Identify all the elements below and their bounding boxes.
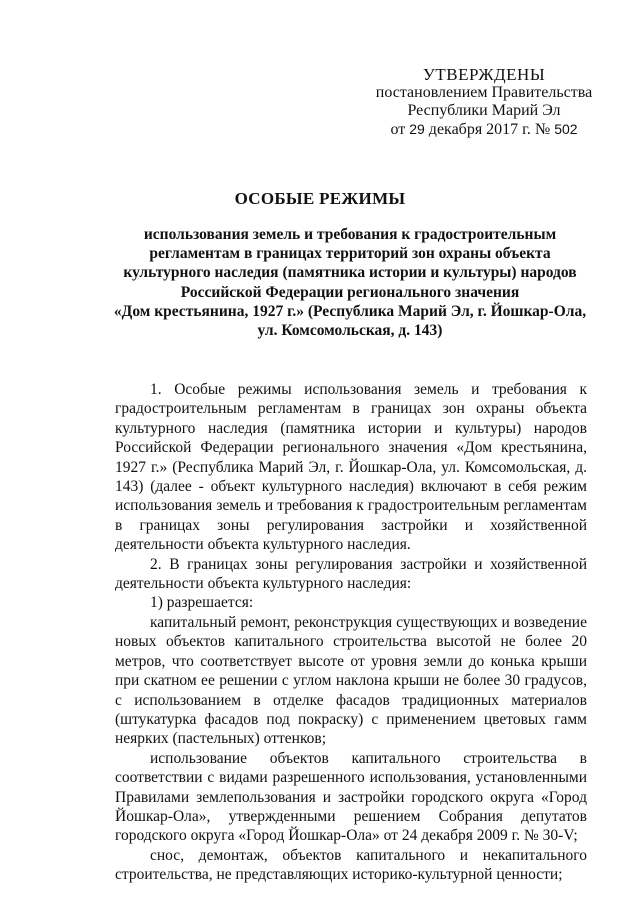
subtitle-line: регламентам в границах территорий зон охраны объекта bbox=[149, 245, 551, 263]
approval-number: 502 bbox=[554, 121, 578, 137]
subtitle-line: ул. Комсомольская, д. 143) bbox=[257, 322, 443, 340]
subtitle-line: Российской Федерации регионального значения bbox=[180, 283, 520, 301]
subtitle-line: «Дом крестьянина, 1927 г.» (Республика Марий Эл, г. Йошкар-Ола, bbox=[113, 302, 587, 320]
approval-day: 29 bbox=[409, 121, 425, 137]
approval-date-rest: декабря 2017 г. bbox=[428, 121, 531, 138]
paragraph-permitted-2: использование объектов капитального строительства в соответствии с видами разрешенного использования, установленными Правилами землепользования и застройки городского округа «Город Йошкар-Ола», утвержденными решением Собрания депутатов городского округа «Город Йошкар-Ола» от 24 декабря 2009 г. № 30-V; bbox=[115, 749, 587, 845]
approval-from: от bbox=[390, 121, 406, 138]
paragraph-permitted-1: капитальный ремонт, реконструкция существующих и возведение новых объектов капитального строительства высотой не более 20 метров, что соответствует высоте от уровня земли до конька крыши при скатном ее решении с углом наклона крыши не более 30 градусов, с использованием в отделке фасадов традиционных материалов (штукатурка фасадов под покраску) с применением цветовых гамм неярких (пастельных) оттенков; bbox=[115, 613, 587, 748]
paragraph-1: 1. Особые режимы использования земель и требования к градостроительным регламентам в границах зон охраны объекта культурного наследия (памятника истории и культуры) народов Российской Федерации регионального значения «Дом крестьянина, 1927 г.» (Республика Марий Эл, г. Йошкар-Ола, ул. Комсомольская, д. 143) (далее - объект культурного наследия) включают в себя режим использования земель и требования к градостроительным регламентам в границах зоны регулирования застройки и хозяйственной деятельности объекта культурного наследия. bbox=[115, 381, 587, 554]
approval-number-sign: № bbox=[534, 121, 551, 138]
paragraph-2: 2. В границах зоны регулирования застройки и хозяйственной деятельности объекта культурного наследия: bbox=[115, 555, 587, 593]
paragraph-permitted-3: снос, демонтаж, объектов капитального и некапитального строительства, не представляющих историко-культурной ценности; bbox=[115, 846, 587, 884]
document-subtitle bbox=[100, 225, 600, 340]
approval-stamp bbox=[374, 66, 594, 139]
approval-line-3: Республики Марий Эл bbox=[407, 102, 561, 119]
approval-line-2: постановлением Правительства bbox=[375, 84, 593, 101]
paragraph-2-item-1: 1) разрешается: bbox=[150, 594, 254, 612]
document-body bbox=[115, 380, 587, 885]
approval-heading: УТВЕРЖДЕНЫ bbox=[422, 65, 546, 84]
subtitle-line: культурного наследия (памятника истории и культуры) народов bbox=[123, 264, 577, 282]
document-title: ОСОБЫЕ РЕЖИМЫ bbox=[234, 189, 406, 208]
approval-date-line bbox=[374, 120, 594, 139]
subtitle-line: использования земель и требования к градостроительным bbox=[143, 226, 557, 243]
